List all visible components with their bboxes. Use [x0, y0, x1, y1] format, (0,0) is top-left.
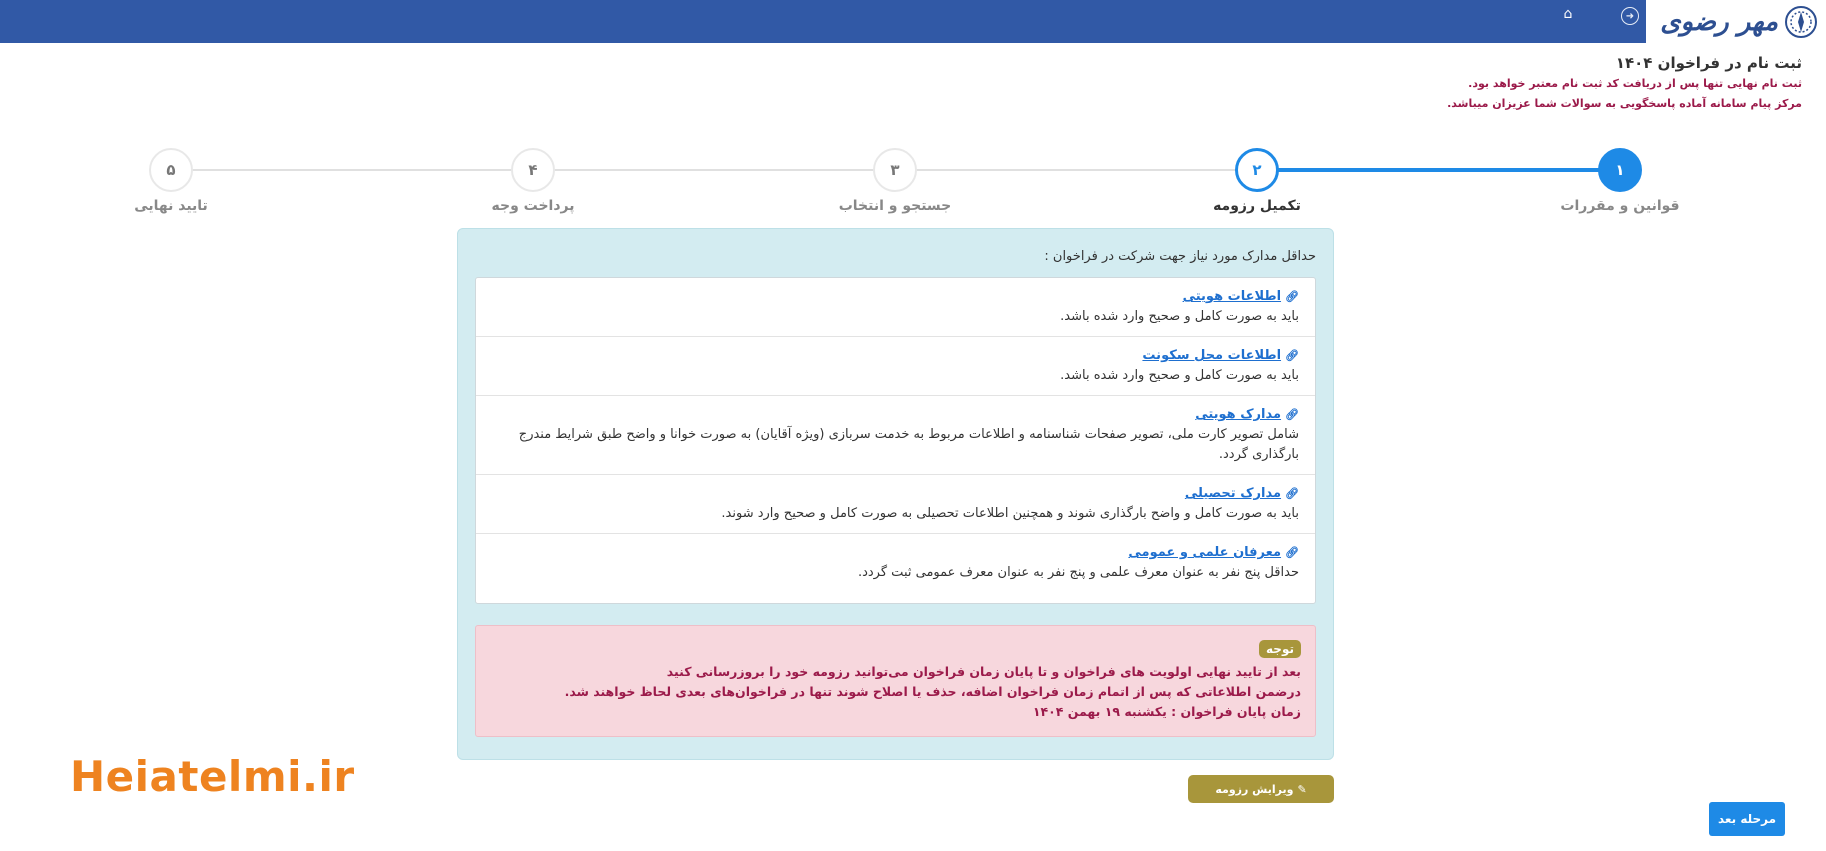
- warning-line: بعد از تایید نهایی اولویت های فراخوان و تا پایان زمان فراخوان می‌توانید رزومه خود را بروزرسانی کنید: [666, 664, 1301, 679]
- watermark: Heiatelmi.ir: [70, 752, 355, 801]
- warning-line: زمان پایان فراخوان : یکشنبه ۱۹ بهمن ۱۴۰۴: [1032, 704, 1301, 719]
- requirements-list: [475, 277, 1316, 604]
- step-label: تکمیل رزومه: [1213, 198, 1301, 214]
- requirements-panel: [457, 228, 1334, 760]
- step-label: تایید نهایی: [134, 198, 208, 214]
- requirement-desc: باید به صورت کامل و واضح بارگذاری شوند و همچنین اطلاعات تحصیلی به صورت کامل و صحیح وارد شوند.: [721, 506, 1299, 521]
- requirement-desc: باید به صورت کامل و صحیح وارد شده باشد.: [1060, 368, 1299, 383]
- next-step-button[interactable]: مرحله بعد: [1709, 802, 1785, 836]
- requirement-link[interactable]: [490, 287, 1299, 307]
- warning-badge: توجه: [1259, 640, 1301, 658]
- requirement-link[interactable]: [490, 405, 1299, 425]
- step-circle: ۱: [1598, 148, 1642, 192]
- step-final[interactable]: [101, 145, 241, 214]
- step-label: پرداخت وجه: [491, 198, 575, 214]
- link-icon: 🔗︎: [1285, 349, 1299, 362]
- requirement-title: اطلاعات هویتی: [1182, 289, 1282, 304]
- list-item: [476, 396, 1315, 475]
- link-icon: 🔗︎: [1285, 408, 1299, 421]
- list-item: [476, 337, 1315, 396]
- step-circle: ۳: [873, 148, 917, 192]
- step-rules[interactable]: [1550, 145, 1690, 214]
- site-logo[interactable]: [1646, 0, 1826, 43]
- step-label: قوانین و مقررات: [1560, 198, 1680, 214]
- link-icon: 🔗︎: [1285, 487, 1299, 500]
- edit-resume-button[interactable]: [1188, 775, 1334, 803]
- emblem-icon: [1784, 5, 1818, 39]
- requirement-desc: باید به صورت کامل و صحیح وارد شده باشد.: [1060, 309, 1299, 324]
- requirement-link[interactable]: [490, 346, 1299, 366]
- requirement-desc: شامل تصویر کارت ملی، تصویر صفحات شناسنامه و اطلاعات مربوط به خدمت سربازی (ویژه آقایان) به صورت خوانا و واضح طبق شرایط مندرج بارگذاری گردد.: [518, 427, 1299, 462]
- link-icon: 🔗︎: [1285, 290, 1299, 303]
- home-icon[interactable]: ⌂: [1563, 6, 1573, 22]
- progress-stepper: [0, 145, 1826, 215]
- requirement-title: مدارک هویتی: [1195, 407, 1282, 422]
- list-item: [476, 278, 1315, 337]
- edit-resume-label: ویرایش رزومه: [1215, 782, 1294, 796]
- page-title: ثبت نام در فراخوان ۱۴۰۴: [1615, 54, 1802, 72]
- step-resume[interactable]: [1187, 145, 1327, 214]
- link-icon: 🔗︎: [1285, 546, 1299, 559]
- requirement-link[interactable]: [490, 484, 1299, 504]
- warning-line: درضمن اطلاعاتی که پس از اتمام زمان فراخوان اضافه، حذف یا اصلاح شوند تنها در فراخوان‌های بعدی لحاظ خواهند شد.: [564, 684, 1301, 699]
- requirement-title: معرفان علمی و عمومی: [1128, 545, 1282, 560]
- warning-alert: [475, 625, 1316, 737]
- edit-icon: ✎: [1297, 782, 1307, 796]
- requirement-title: اطلاعات محل سکونت: [1142, 348, 1282, 363]
- notice-line: مرکز پیام سامانه آماده پاسخگویی به سوالات شما عزیزان میباشد.: [1447, 97, 1802, 110]
- panel-heading: حداقل مدارک مورد نیاز جهت شرکت در فراخوان :: [1044, 249, 1316, 264]
- step-payment[interactable]: [463, 145, 603, 214]
- step-label: جستجو و انتخاب: [838, 198, 952, 214]
- requirement-link[interactable]: [490, 543, 1299, 563]
- step-circle: ۲: [1235, 148, 1279, 192]
- list-item: [476, 534, 1315, 592]
- page-header: [1002, 52, 1802, 114]
- list-item: [476, 475, 1315, 534]
- step-circle: ۵: [149, 148, 193, 192]
- step-circle: ۴: [511, 148, 555, 192]
- requirement-title: مدارک تحصیلی: [1184, 486, 1282, 501]
- login-icon[interactable]: ➜: [1621, 7, 1639, 25]
- logo-text: مهر رضوی: [1660, 6, 1778, 37]
- step-search[interactable]: [825, 145, 965, 214]
- top-navbar: [0, 0, 1826, 43]
- notice-line: ثبت نام نهایی تنها پس از دریافت کد ثبت نام معتبر خواهد بود.: [1468, 77, 1802, 90]
- requirement-desc: حداقل پنج نفر به عنوان معرف علمی و پنج نفر به عنوان معرف عمومی ثبت گردد.: [857, 565, 1299, 580]
